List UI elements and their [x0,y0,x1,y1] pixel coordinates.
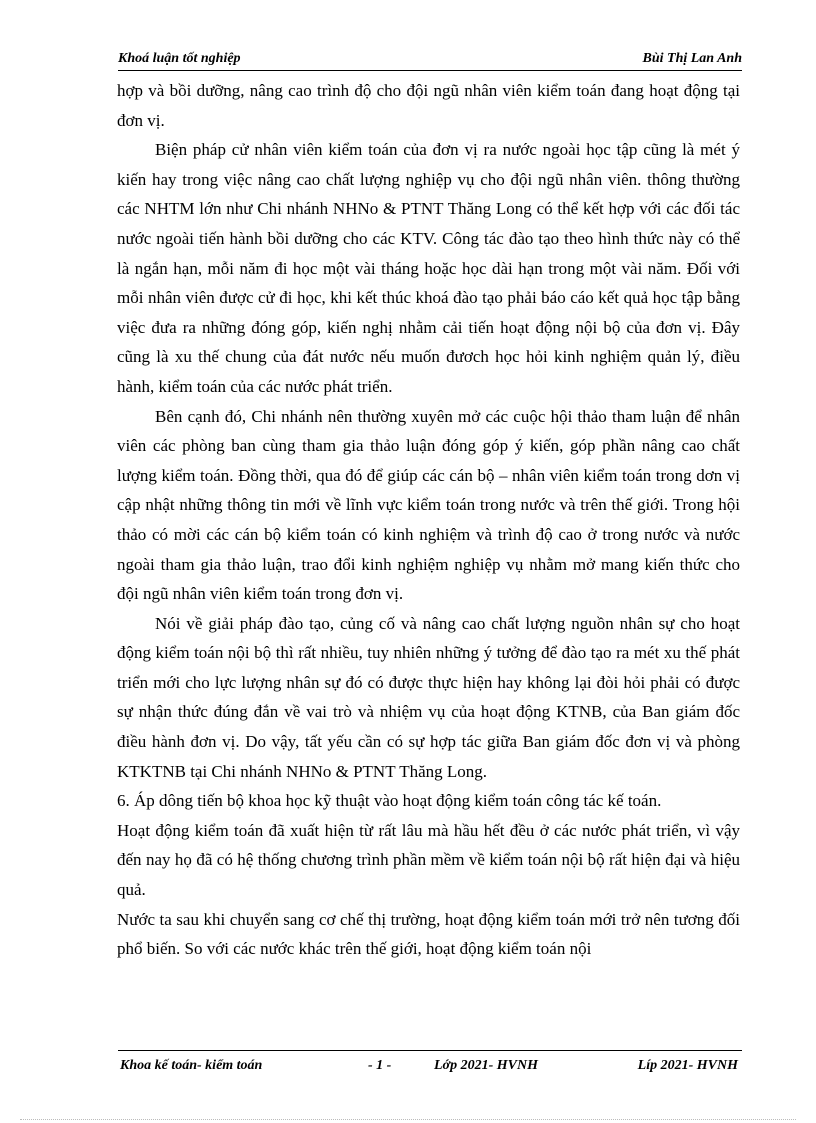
footer-faculty: Khoa kế toán- kiểm toán [120,1058,263,1073]
page-header [118,48,742,71]
paragraph: Hoạt động kiểm toán đã xuất hiện từ rất lâu mà hầu hết đều ở các nước phát triển, vì vậy đến nay họ đã có hệ thống chương trình phần mềm về kiểm toán nội bộ rất hiện đại và hiệu quả. [117,820,740,900]
header-thesis-title: Khoá luận tốt nghiệp [118,51,241,66]
paragraph: Nói về giải pháp đào tạo, củng cố và nâng cao chất lượng nguồn nhân sự cho hoạt động kiểm toán nội bộ thì rất nhiều, tuy nhiên những ý tưởng để đào tạo ra mét xu thế phát triển mới cho lực lượng nhân sự đó có được thực hiện hay không lại đòi hỏi phải có được sự nhận thức đúng đắn về vai trò và nhiệm vụ của hoạt động KTNB, của Ban giám đốc điều hành đơn vị. Do vậy, tất yếu cần có sự hợp tác giữa Ban giám đốc đơn vị và phòng KTKTNB tại Chi nhánh NHNo & PTNT Thăng Long. [117,613,740,781]
page-break-divider [20,1119,796,1120]
paragraph: Nước ta sau khi chuyển sang cơ chế thị trường, hoạt động kiểm toán mới trở nên tương đối phổ biến. So với các nước khác trên thế giới, hoạt động kiểm toán nội [117,909,740,959]
section-heading: 6. Áp dông tiến bộ khoa học kỹ thuật vào hoạt động kiểm toán công tác kế toán. [117,791,662,811]
paragraph: Bên cạnh đó, Chi nhánh nên thường xuyên mở các cuộc hội thảo tham luận để nhân viên các phòng ban cùng tham gia thảo luận đóng góp ý kiến, góp phần nâng cao chất lượng kiểm toán. Đồng thời, qua đó để giúp các cán bộ – nhân viên kiểm toán trong dơn vị cập nhật những thông tin mới về lĩnh vực kiểm toán trong nước và trên thế giới. Trong hội thảo có mời các cán bộ kiểm toán có kinh nghiệm và trình độ cao ở trong nước và nước ngoài tham gia thảo luận, trao đổi kinh nghiệm nghiệp vụ nhằm mở mang kiến thức cho đội ngũ nhân viên kiểm toán trong đơn vị. [117,406,740,604]
paragraph: Biện pháp cử nhân viên kiểm toán của đơn vị ra nước ngoài học tập cũng là mét ý kiến hay trong việc nâng cao chất lượng nghiệp vụ cho đội ngũ nhân viên. thông thường các NHTM lớn như Chi nhánh NHNo & PTNT Thăng Long có thể kết hợp với các đối tác nước ngoài tiến hành bồi dưỡng cho các KTV. Công tác đào tạo theo hình thức này có thể là ngắn hạn, mỗi năm đi học một vài tháng hoặc học dài hạn trong một vài năm. Đối với mỗi nhân viên được cử đi học, khi kết thúc khoá đào tạo phải báo cáo kết quả học tập bằng việc đưa ra những đóng góp, kiến nghị nhằm cải tiến hoạt động nội bộ của đơn vị. Đây cũng là xu thế chung của đát nước nếu muốn đươch học hỏi kinh nghiệm quản lý, điều hành, kiểm toán của các nước phát triển. [117,140,740,396]
page-footer [118,1050,742,1081]
footer-class: Lớp 2021- HVNH [434,1058,538,1073]
paragraph: hợp và bồi dưỡng, nâng cao trình độ cho đội ngũ nhân viên kiểm toán đang hoạt động tại đơn vị. [117,81,740,130]
document-body [117,76,740,964]
footer-class-alt: Líp 2021- HVNH [637,1058,738,1073]
page-number: - 1 - [368,1058,392,1073]
header-author-name: Bùi Thị Lan Anh [642,51,742,66]
